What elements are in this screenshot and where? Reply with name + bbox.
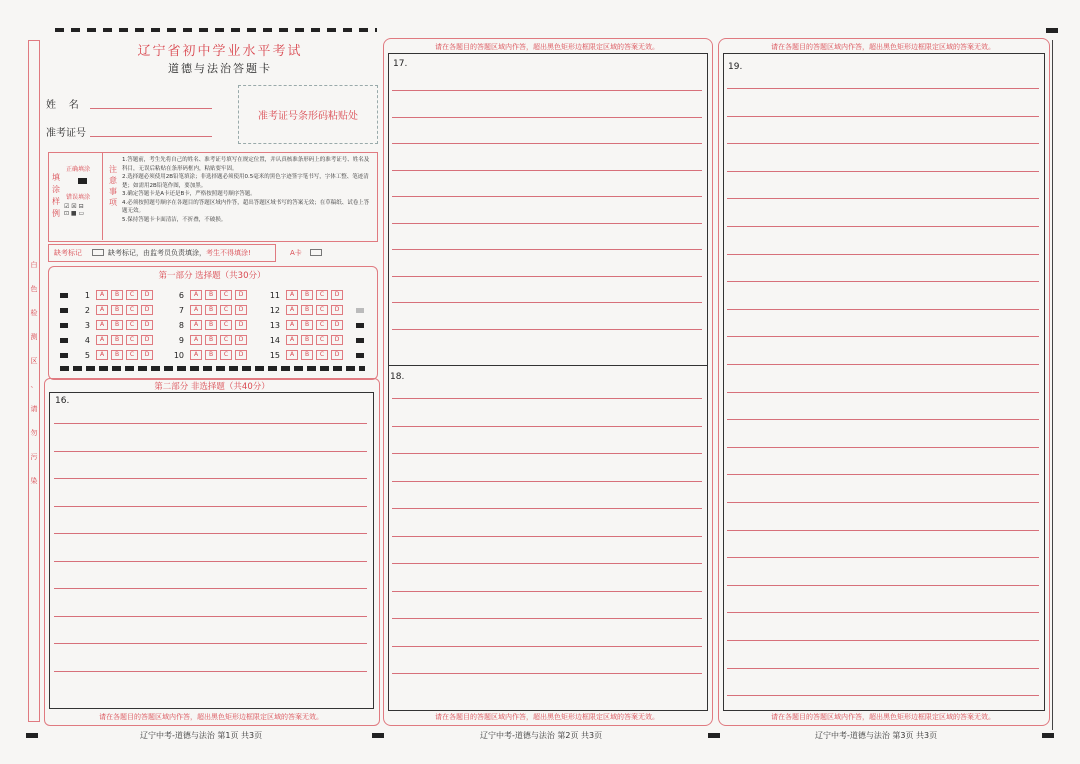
writing-line (392, 302, 702, 303)
writing-line (54, 616, 367, 617)
writing-line (54, 561, 367, 562)
writing-line (727, 116, 1039, 117)
note-item: 5.保持答题卡卡面清洁，不折叠，不破损。 (122, 216, 227, 223)
option-a-bubble[interactable]: A (96, 290, 108, 300)
question-12 (266, 305, 346, 315)
writing-line (392, 646, 702, 647)
writing-line (392, 453, 702, 454)
timing-mark (60, 323, 68, 328)
option-b-bubble[interactable]: B (205, 350, 217, 360)
option-d-bubble[interactable]: D (331, 320, 343, 330)
side-label-char: 测 (30, 333, 38, 341)
name-field[interactable] (90, 108, 212, 109)
writing-line (392, 536, 702, 537)
option-c-bubble[interactable]: C (220, 290, 232, 300)
question-5 (76, 350, 156, 360)
question-8 (170, 320, 250, 330)
writing-line (392, 591, 702, 592)
writing-line (727, 640, 1039, 641)
option-a-bubble[interactable]: A (190, 320, 202, 330)
side-label-char: 请 (30, 405, 38, 413)
writing-line (392, 117, 702, 118)
option-b-bubble[interactable]: B (111, 305, 123, 315)
page2-top-notice: 请在各题目的答题区域内作答，超出黑色矩形边框限定区域的答案无效。 (435, 43, 659, 51)
question-number: 7 (178, 305, 184, 315)
question-7 (170, 305, 250, 315)
writing-line (392, 481, 702, 482)
writing-line (392, 223, 702, 224)
option-d-bubble[interactable]: D (331, 335, 343, 345)
option-c-bubble[interactable]: C (316, 305, 328, 315)
correct-fill-label: 正确填涂 (66, 166, 91, 173)
writing-line (392, 398, 702, 399)
note-item: 2.选择题必须使用2B铅笔填涂；非选择题必须使用0.5毫米的黑色字迹签字笔书写，字体工整、笔迹清楚；如需用2B铅笔作图，要加黑。 (122, 174, 369, 189)
writing-line (727, 447, 1039, 448)
writing-line (727, 668, 1039, 669)
option-d-bubble[interactable]: D (141, 335, 153, 345)
option-c-bubble[interactable]: C (126, 350, 138, 360)
writing-line (392, 618, 702, 619)
side-label-char: 区 (30, 357, 38, 365)
question-number: 9 (178, 335, 184, 345)
page3-area-notice: 请在各题目的答题区域内作答，超出黑色矩形边框限定区域的答案无效。 (771, 713, 995, 721)
q16-answer-area[interactable] (49, 392, 374, 709)
writing-line (727, 281, 1039, 282)
writing-line (54, 451, 367, 452)
exam-title: 辽宁省初中学业水平考试 (137, 44, 303, 59)
side-label-char: 染 (30, 477, 38, 485)
question-2 (76, 305, 156, 315)
option-a-bubble[interactable]: A (286, 320, 298, 330)
writing-line (54, 533, 367, 534)
correct-fill-sample (78, 178, 87, 184)
writing-line (727, 612, 1039, 613)
writing-line (727, 585, 1039, 586)
option-c-bubble[interactable]: C (126, 320, 138, 330)
timing-mark (60, 353, 68, 358)
id-label: 准考证号 (46, 128, 86, 139)
page2-area-notice: 请在各题目的答题区域内作答，超出黑色矩形边框限定区域的答案无效。 (435, 713, 659, 721)
note-item: 4.必须按照题号顺序在各题目的答题区域内作答，超出答题区域书写的答案无效；在草稿纸、试卷上答题无效。 (122, 199, 370, 214)
page2-footer: 辽宁中考-道德与法治 第2页 共3页 (480, 731, 603, 740)
option-a-bubble[interactable]: A (190, 290, 202, 300)
writing-line (54, 588, 367, 589)
timing-mark (356, 353, 364, 358)
writing-line (727, 336, 1039, 337)
option-c-bubble[interactable]: C (220, 350, 232, 360)
page1-footer: 辽宁中考-道德与法治 第1页 共3页 (140, 731, 263, 740)
option-d-bubble[interactable]: D (141, 320, 153, 330)
option-a-bubble[interactable]: A (286, 290, 298, 300)
option-c-bubble[interactable]: C (316, 290, 328, 300)
writing-line (54, 506, 367, 507)
top-timing-marks (55, 28, 377, 32)
barcode-label: 准考证号条形码粘贴处 (258, 111, 358, 122)
option-c-bubble[interactable]: C (126, 305, 138, 315)
option-b-bubble[interactable]: B (301, 305, 313, 315)
option-a-bubble[interactable]: A (286, 335, 298, 345)
question-13 (266, 320, 346, 330)
page3-top-notice: 请在各题目的答题区域内作答，超出黑色矩形边框限定区域的答案无效。 (771, 43, 995, 51)
option-b-bubble[interactable]: B (301, 290, 313, 300)
writing-line (54, 478, 367, 479)
writing-line (392, 673, 702, 674)
writing-line (727, 419, 1039, 420)
option-b-bubble[interactable]: B (111, 290, 123, 300)
question-number: 2 (84, 305, 90, 315)
side-label-char: 勿 (30, 429, 38, 437)
timing-mark (60, 293, 68, 298)
option-a-bubble[interactable]: A (96, 350, 108, 360)
question-1 (76, 290, 156, 300)
side-label-char: 检 (30, 309, 38, 317)
fill-example-label: 填涂样例 (52, 173, 60, 218)
timing-mark (1042, 733, 1054, 738)
option-b-bubble[interactable]: B (205, 335, 217, 345)
option-d-bubble[interactable]: D (141, 305, 153, 315)
q19-number: 19. (728, 62, 743, 72)
part2-title: 第二部分 非选择题（共40分） (154, 382, 270, 392)
option-c-bubble[interactable]: C (126, 335, 138, 345)
option-d-bubble[interactable]: D (141, 290, 153, 300)
option-a-bubble[interactable]: A (190, 335, 202, 345)
question-number: 10 (173, 350, 184, 360)
option-b-bubble[interactable]: B (205, 320, 217, 330)
option-c-bubble[interactable]: C (220, 305, 232, 315)
question-3 (76, 320, 156, 330)
writing-line (392, 249, 702, 250)
writing-line (727, 88, 1039, 89)
absent-checkbox[interactable] (92, 249, 104, 256)
writing-line (727, 364, 1039, 365)
side-label-char: 、 (30, 381, 38, 389)
question-number: 12 (269, 305, 280, 315)
option-b-bubble[interactable]: B (301, 350, 313, 360)
card-a-checkbox[interactable] (310, 249, 322, 256)
barcode-area (238, 85, 378, 144)
writing-line (727, 530, 1039, 531)
q18-number: 18. (390, 372, 405, 382)
question-number: 8 (178, 320, 184, 330)
question-number: 13 (269, 320, 280, 330)
timing-mark (356, 323, 364, 328)
option-b-bubble[interactable]: B (111, 335, 123, 345)
option-d-bubble[interactable]: D (235, 335, 247, 345)
option-b-bubble[interactable]: B (205, 290, 217, 300)
question-number: 1 (84, 290, 90, 300)
option-d-bubble[interactable]: D (235, 305, 247, 315)
side-label-char: 污 (30, 453, 38, 461)
absent-label: 缺考标记 (54, 249, 82, 257)
timing-mark (356, 338, 364, 343)
writing-line (392, 143, 702, 144)
writing-line (727, 695, 1039, 696)
writing-line (392, 563, 702, 564)
question-6 (170, 290, 250, 300)
writing-line (392, 196, 702, 197)
option-d-bubble[interactable]: D (235, 350, 247, 360)
side-detect-label (29, 260, 39, 500)
note-item: 1.答题前，考生先将自己的姓名、准考证号填写在规定位置，并认真核准条形码上的准考证号、姓名及科目，无误后粘贴在条形码框内，粘贴要牢固。 (122, 157, 370, 172)
option-a-bubble[interactable]: A (190, 305, 202, 315)
option-b-bubble[interactable]: B (301, 320, 313, 330)
writing-line (727, 226, 1039, 227)
writing-line (727, 171, 1039, 172)
timing-mark (708, 733, 720, 738)
writing-line (727, 392, 1039, 393)
note-item: 3.确定答题卡是A卡还是B卡，严格按照题号顺序答题。 (122, 191, 256, 197)
q17-number: 17. (393, 59, 408, 69)
option-d-bubble[interactable]: D (235, 320, 247, 330)
question-number: 5 (84, 350, 90, 360)
question-number: 11 (269, 290, 280, 300)
option-a-bubble[interactable]: A (286, 305, 298, 315)
question-15 (266, 350, 346, 360)
timing-mark (26, 733, 38, 738)
writing-line (54, 423, 367, 424)
writing-line (392, 90, 702, 91)
timing-mark (1046, 28, 1058, 33)
option-d-bubble[interactable]: D (331, 350, 343, 360)
question-number: 3 (84, 320, 90, 330)
option-d-bubble[interactable]: D (141, 350, 153, 360)
option-a-bubble[interactable]: A (96, 320, 108, 330)
name-label: 姓 名 (46, 100, 79, 111)
option-b-bubble[interactable]: B (301, 335, 313, 345)
timing-mark (60, 338, 68, 343)
timing-mark (356, 308, 364, 313)
option-d-bubble[interactable]: D (235, 290, 247, 300)
question-number: 4 (84, 335, 90, 345)
id-field[interactable] (90, 136, 212, 137)
writing-line (727, 143, 1039, 144)
page1-area-notice: 请在各题目的答题区域内作答，超出黑色矩形边框限定区域的答案无效。 (99, 713, 323, 721)
writing-line (727, 557, 1039, 558)
option-c-bubble[interactable]: C (220, 335, 232, 345)
question-number: 6 (178, 290, 184, 300)
question-9 (170, 335, 250, 345)
wrong-fill-label: 错误填涂 (66, 194, 91, 201)
q16-number: 16. (55, 396, 70, 406)
question-number: 15 (269, 350, 280, 360)
absent-text: 缺考标记，由监考员负责填涂，考生不得填涂! (108, 249, 251, 257)
writing-line (727, 474, 1039, 475)
writing-line (727, 309, 1039, 310)
bottom-timing-marks (60, 366, 365, 371)
option-b-bubble[interactable]: B (205, 305, 217, 315)
writing-line (54, 671, 367, 672)
option-c-bubble[interactable]: C (126, 290, 138, 300)
option-d-bubble[interactable]: D (331, 305, 343, 315)
notes-list (122, 156, 374, 224)
writing-line (54, 643, 367, 644)
side-label-char: 白 (30, 261, 38, 269)
question-14 (266, 335, 346, 345)
writing-line (392, 276, 702, 277)
option-b-bubble[interactable]: B (111, 320, 123, 330)
timing-mark (60, 308, 68, 313)
question-11 (266, 290, 346, 300)
card-subtitle: 道德与法治答题卡 (168, 62, 272, 75)
writing-line (727, 254, 1039, 255)
option-a-bubble[interactable]: A (286, 350, 298, 360)
option-a-bubble[interactable]: A (96, 305, 108, 315)
writing-line (392, 170, 702, 171)
writing-line (392, 426, 702, 427)
right-edge-line (1052, 40, 1053, 730)
question-10 (170, 350, 250, 360)
timing-mark (372, 733, 384, 738)
absent-warning: 考生不得填涂! (206, 249, 251, 257)
writing-line (727, 502, 1039, 503)
option-c-bubble[interactable]: C (316, 335, 328, 345)
writing-line (392, 329, 702, 330)
part1-title: 第一部分 选择题（共30分） (158, 271, 266, 281)
option-d-bubble[interactable]: D (331, 290, 343, 300)
side-label-char: 色 (30, 285, 38, 293)
wrong-fill-samples: ☑ ☒ ⊟ ⊡ ■ ▭ (64, 203, 85, 217)
writing-line (392, 508, 702, 509)
question-4 (76, 335, 156, 345)
card-a-label: A卡 (290, 249, 302, 257)
option-a-bubble[interactable]: A (190, 350, 202, 360)
notes-label: 注意事项 (109, 165, 117, 207)
page3-footer: 辽宁中考-道德与法治 第3页 共3页 (815, 731, 938, 740)
q17-q18-answer-area[interactable] (388, 53, 708, 711)
option-c-bubble[interactable]: C (316, 320, 328, 330)
option-a-bubble[interactable]: A (96, 335, 108, 345)
question-number: 14 (269, 335, 280, 345)
option-b-bubble[interactable]: B (111, 350, 123, 360)
option-c-bubble[interactable]: C (316, 350, 328, 360)
writing-line (727, 198, 1039, 199)
option-c-bubble[interactable]: C (220, 320, 232, 330)
